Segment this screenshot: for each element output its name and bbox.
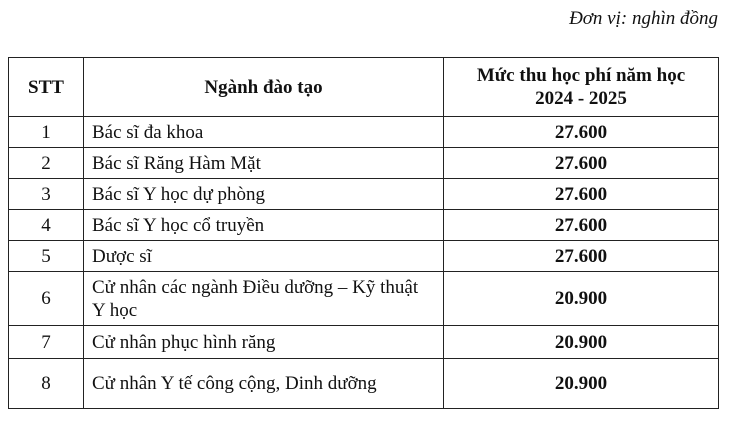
cell-major: Bác sĩ Răng Hàm Mặt xyxy=(84,148,444,179)
header-major: Ngành đào tạo xyxy=(84,58,444,117)
cell-major: Cử nhân Y tế công cộng, Dinh dưỡng xyxy=(84,359,444,409)
cell-fee: 27.600 xyxy=(444,241,719,272)
cell-major: Bác sĩ Y học dự phòng xyxy=(84,179,444,210)
cell-major: Dược sĩ xyxy=(84,241,444,272)
cell-stt: 4 xyxy=(9,210,84,241)
cell-stt: 6 xyxy=(9,272,84,326)
table-row xyxy=(9,359,719,409)
cell-fee: 27.600 xyxy=(444,117,719,148)
header-fee xyxy=(444,58,719,117)
header-row xyxy=(9,58,719,117)
cell-fee: 27.600 xyxy=(444,179,719,210)
cell-stt: 8 xyxy=(9,359,84,409)
cell-major: Bác sĩ đa khoa xyxy=(84,117,444,148)
header-fee-line1: Mức thu học phí năm học xyxy=(476,65,686,86)
table-row xyxy=(9,241,719,272)
cell-major: Cử nhân phục hình răng xyxy=(84,326,444,359)
cell-stt: 7 xyxy=(9,326,84,359)
cell-stt: 2 xyxy=(9,148,84,179)
table-row xyxy=(9,210,719,241)
table-row xyxy=(9,272,719,326)
cell-stt: 5 xyxy=(9,241,84,272)
tuition-fee-table xyxy=(8,57,719,409)
unit-note: Đơn vị: nghìn đồng xyxy=(569,8,718,29)
table-row xyxy=(9,326,719,359)
header-stt: STT xyxy=(9,58,84,117)
cell-fee: 27.600 xyxy=(444,210,719,241)
cell-fee: 27.600 xyxy=(444,148,719,179)
cell-major: Cử nhân các ngành Điều dưỡng – Kỹ thuật Y học xyxy=(84,272,444,326)
cell-stt: 3 xyxy=(9,179,84,210)
cell-fee: 20.900 xyxy=(444,272,719,326)
header-fee-line2: 2024 - 2025 xyxy=(535,88,627,109)
cell-major: Bác sĩ Y học cổ truyền xyxy=(84,210,444,241)
cell-fee: 20.900 xyxy=(444,326,719,359)
table-row xyxy=(9,179,719,210)
cell-fee: 20.900 xyxy=(444,359,719,409)
table-row xyxy=(9,117,719,148)
table-row xyxy=(9,148,719,179)
cell-stt: 1 xyxy=(9,117,84,148)
